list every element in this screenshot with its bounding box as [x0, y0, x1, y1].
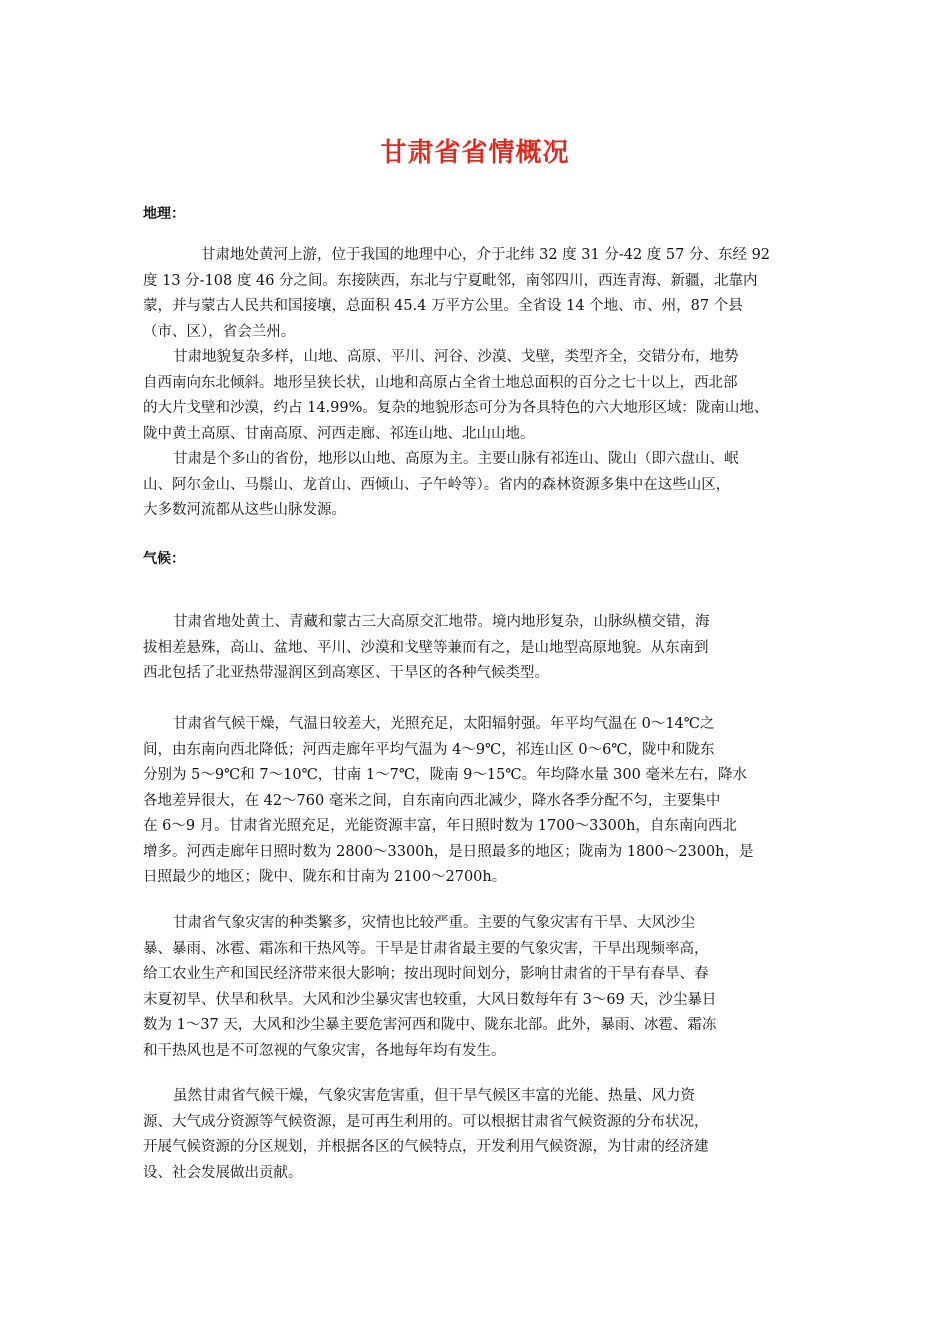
geography-paragraph-1: [143, 243, 770, 345]
paragraph-line: 在 6～9 月。甘肃省光照充足，光能资源丰富，年日照时数为 1700～3300h，自东南向西北: [143, 818, 737, 834]
climate-paragraph-3: [143, 911, 716, 1064]
paragraph-line: 间，由东南向西北降低；河西走廊年平均气温为 4～9℃，祁连山区 0～6℃，陇中和陇东: [143, 741, 715, 758]
paragraph-line: 暴、暴雨、冰雹、霜冻和干热风等。干旱是甘肃省最主要的气象灾害，干旱出现频率高，: [143, 940, 709, 957]
document-title: 甘肃省省情概况: [380, 138, 570, 168]
paragraph-line: 甘肃省气候干燥，气温日较差大，光照充足，太阳辐射强。年平均气温在 0～14℃之: [173, 716, 715, 732]
paragraph-line: 分别为 5～9℃和 7～10℃，甘南 1～7℃，陇南 9～15℃。年均降水量 300 毫米左右，降水: [143, 767, 747, 783]
paragraph-line: （市、区），省会兰州。: [143, 323, 296, 340]
paragraph-line: 自西南向东北倾斜。地形呈狭长状，山地和高原占全省土地总面积的百分之七十以上，西北部: [143, 374, 738, 391]
climate-paragraph-4: [143, 1084, 709, 1186]
paragraph-line: 虽然甘肃省气候干燥，气象灾害危害重，但干旱气候区丰富的光能、热量、风力资: [173, 1088, 695, 1104]
paragraph-line: 和干热风也是不可忽视的气象灾害，各地每年均有发生。: [143, 1042, 506, 1059]
paragraph-line: 源、大气成分资源等气候资源，是可再生利用的。可以根据甘肃省气候资源的分布状况，: [143, 1113, 709, 1130]
paragraph-line: 甘肃省气象灾害的种类繁多，灾情也比较严重。主要的气象灾害有干旱、大风沙尘: [173, 915, 695, 931]
paragraph-line: 甘肃是个多山的省份，地形以山地、高原为主。主要山脉有祁连山、陇山（即六盘山、岷: [173, 451, 739, 467]
geography-paragraph-2: [143, 345, 768, 447]
paragraph-line: 大多数河流都从这些山脉发源。: [143, 502, 346, 518]
paragraph-line: 甘肃地处黄河上游，位于我国的地理中心，介于北纬 32 度 31 分-42 度 57 分、东经 92: [201, 247, 771, 263]
paragraph-line: 西北包括了北亚热带湿润区到高寒区、干旱区的各种气候类型。: [143, 665, 549, 681]
paragraph-line: 度 13 分-108 度 46 分之间。东接陕西，东北与宁夏毗邻，南邻四川，西连青海、新疆，北靠内: [143, 272, 758, 289]
paragraph-line: 数为 1～37 天，大风和沙尘暴主要危害河西和陇中、陇东北部。此外，暴雨、冰雹、霜冻: [143, 1017, 717, 1033]
paragraph-line: 给工农业生产和国民经济带来很大影响；按出现时间划分，影响甘肃省的干旱有春旱、春: [143, 966, 709, 982]
section-heading-geography: 地理：: [143, 206, 185, 222]
climate-paragraph-1: [143, 610, 710, 687]
paragraph-line: 拔相差悬殊，高山、盆地、平川、沙漠和戈壁等兼而有之，是山地型高原地貌。从东南到: [143, 639, 709, 656]
paragraph-line: 甘肃地貌复杂多样，山地、高原、平川、河谷、沙漠、戈壁，类型齐全，交错分布，地势: [173, 349, 739, 365]
paragraph-line: 末夏初旱、伏旱和秋旱。大风和沙尘暴灾害也较重，大风日数每年有 3～69 天，沙尘暴日: [143, 991, 717, 1008]
paragraph-line: 各地差异很大，在 42～760 毫米之间，自东南向西北减少，降水各季分配不匀，主要集中: [143, 792, 721, 809]
paragraph-line: 设、社会发展做出贡献。: [143, 1164, 303, 1181]
geography-paragraph-3: [143, 447, 739, 524]
climate-paragraph-2: [143, 712, 754, 891]
paragraph-line: 甘肃省地处黄土、青藏和蒙古三大高原交汇地带。境内地形复杂，山脉纵横交错，海: [173, 614, 710, 630]
section-heading-climate: 气候：: [143, 551, 185, 567]
paragraph-line: 蒙，并与蒙古人民共和国接壤，总面积 45.4 万平方公里。全省设 14 个地、市、州，87 个县: [143, 298, 743, 314]
paragraph-line: 陇中黄土高原、甘南高原、河西走廊、祁连山地、北山山地。: [143, 425, 535, 442]
paragraph-line: 增多。河西走廊年日照时数为 2800～3300h，是日照最多的地区；陇南为 1800～2300h，是: [143, 843, 754, 860]
paragraph-line: 山、阿尔金山、马鬃山、龙首山、西倾山、子午岭等）。省内的森林资源多集中在这些山区，: [143, 476, 731, 493]
paragraph-line: 日照最少的地区；陇中、陇东和甘南为 2100～2700h。: [143, 869, 507, 885]
paragraph-line: 的大片戈壁和沙漠，约占 14.99%。复杂的地貌形态可分为各具特色的六大地形区域：陇南山地、: [143, 400, 769, 416]
paragraph-line: 开展气候资源的分区规划，并根据各区的气候特点，开发利用气候资源，为甘肃的经济建: [143, 1139, 709, 1155]
